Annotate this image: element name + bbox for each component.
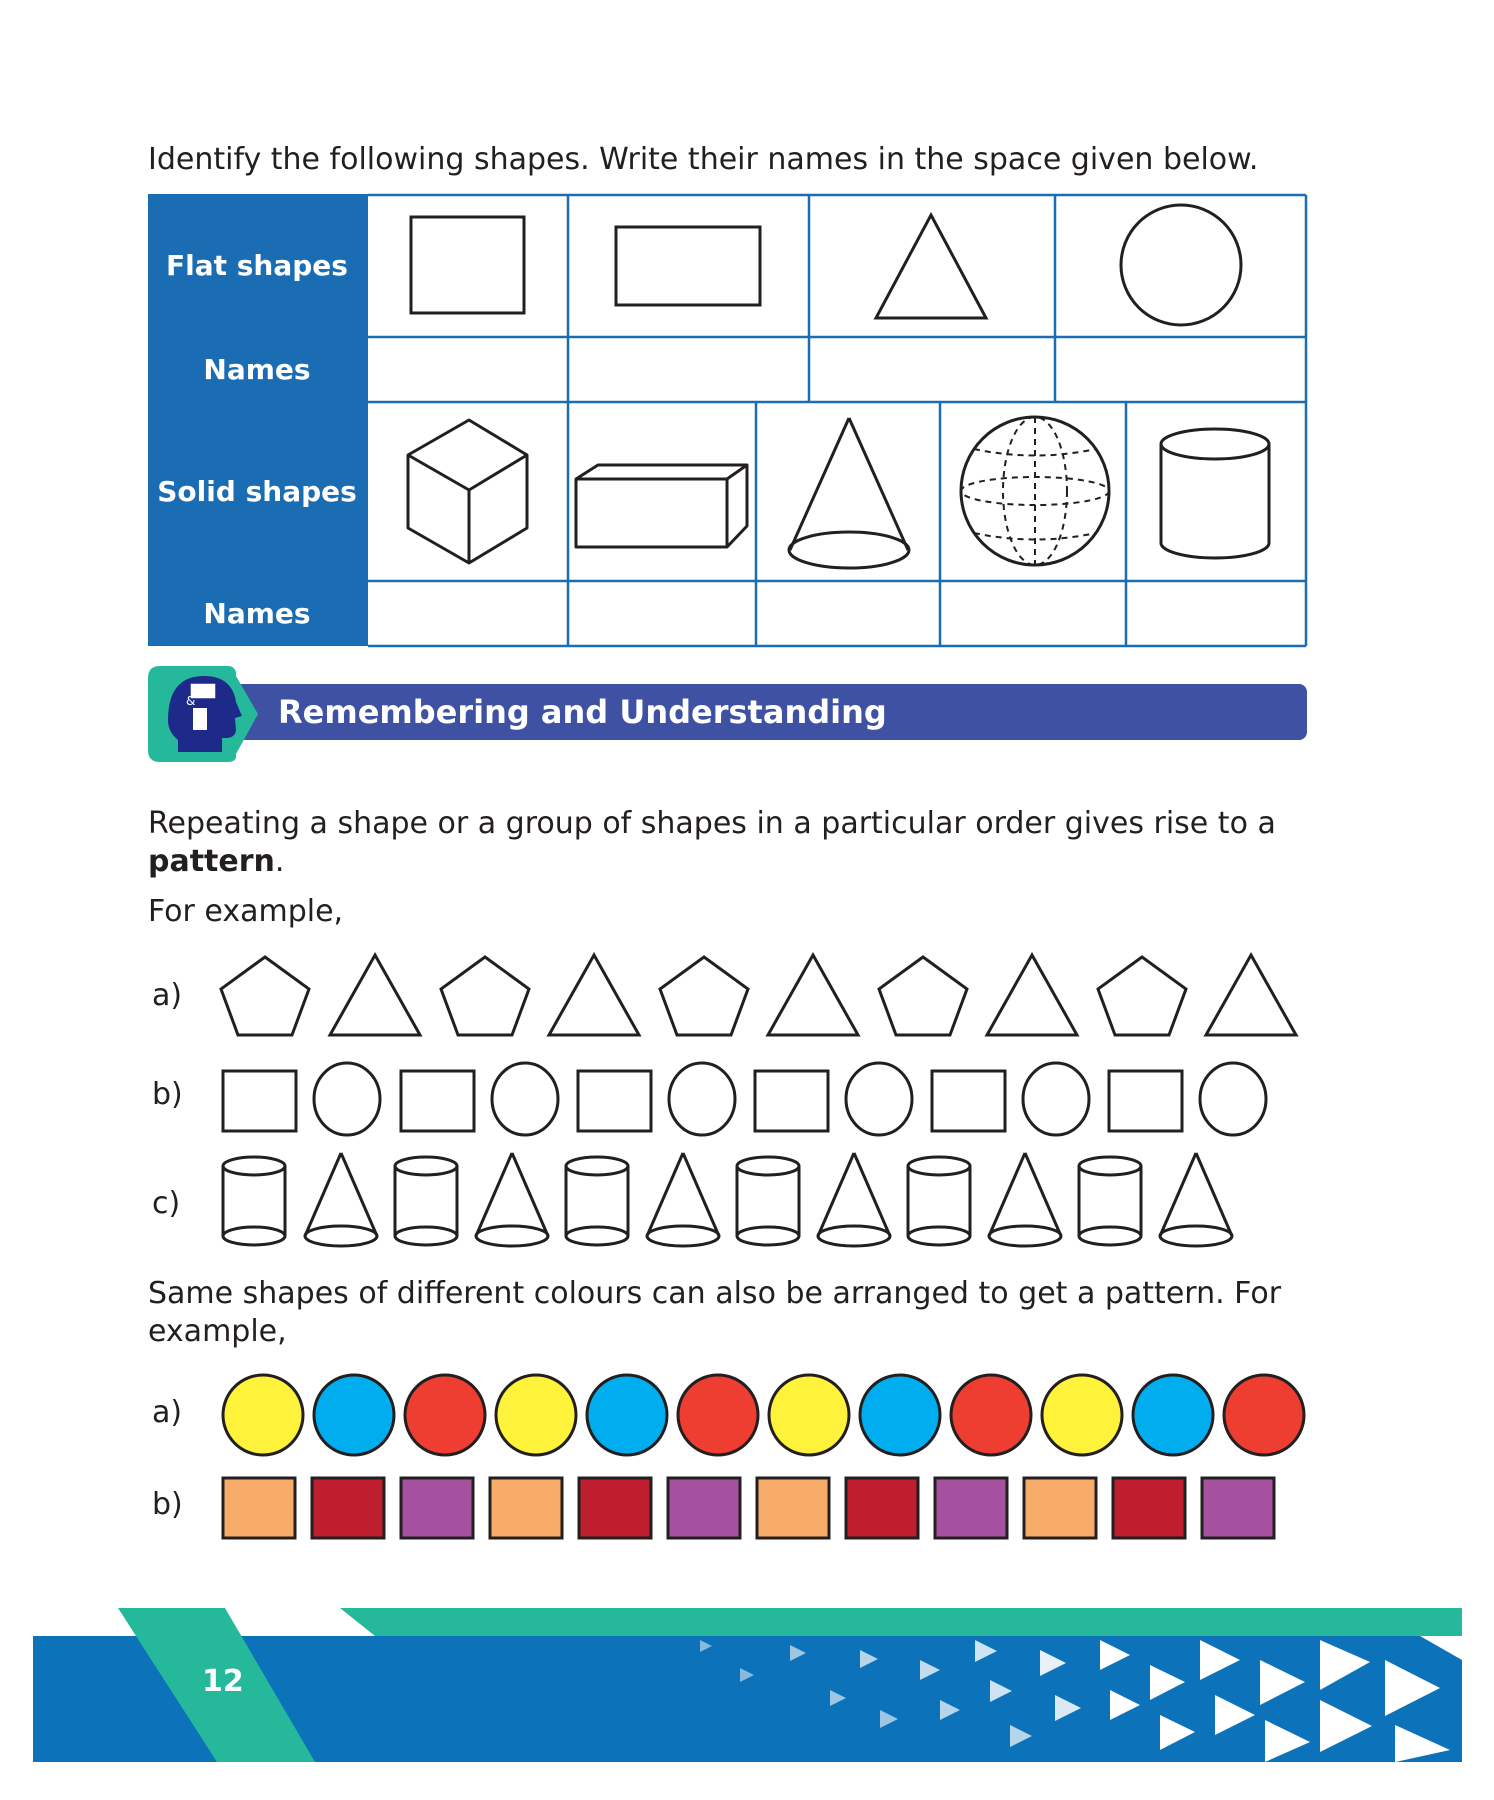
circle-shape — [669, 1063, 735, 1135]
svg-text:&: & — [186, 694, 196, 708]
cone-shape — [1160, 1153, 1232, 1246]
square-shape — [932, 1071, 1005, 1131]
pattern-c-label: c) — [152, 1186, 181, 1221]
cylinder-shape — [737, 1157, 799, 1245]
colour-b-label: b) — [152, 1487, 183, 1522]
pentagon-shape — [879, 957, 967, 1035]
cone-shape — [789, 418, 909, 568]
orange-square — [490, 1478, 562, 1538]
red-circle — [405, 1375, 485, 1455]
cuboid-shape — [576, 465, 747, 547]
square-shape — [401, 1071, 474, 1131]
instruction-text: Identify the following shapes. Write their names in the space given below. — [148, 142, 1259, 177]
cube-shape — [408, 420, 527, 563]
cylinder-shape — [908, 1157, 970, 1245]
circle-shape — [846, 1063, 912, 1135]
purple-square — [935, 1478, 1007, 1538]
purple-square — [1202, 1478, 1274, 1538]
cone-shape — [818, 1153, 890, 1246]
cone-shape — [305, 1153, 377, 1246]
red-circle — [678, 1375, 758, 1455]
table-grid — [368, 195, 1306, 646]
cylinder-shape — [223, 1157, 285, 1245]
cone-shape — [647, 1153, 719, 1246]
circle-shape — [1023, 1063, 1089, 1135]
blue-circle — [860, 1375, 940, 1455]
yellow-circle — [223, 1375, 303, 1455]
square-shape — [755, 1071, 828, 1131]
dark-red-square — [312, 1478, 384, 1538]
names-label-solid: Names — [203, 597, 311, 630]
orange-square — [1024, 1478, 1096, 1538]
circle-shape — [314, 1063, 380, 1135]
circle-shape — [492, 1063, 558, 1135]
red-circle — [951, 1375, 1031, 1455]
cylinder-shape — [395, 1157, 457, 1245]
example-label: For example, — [148, 894, 344, 929]
pentagon-shape — [221, 957, 309, 1035]
square-shape — [1109, 1071, 1182, 1131]
dark-red-square — [579, 1478, 651, 1538]
colour-a-label: a) — [152, 1395, 183, 1430]
cylinder-shape — [1079, 1157, 1141, 1245]
blue-circle — [1133, 1375, 1213, 1455]
cylinder-shape — [566, 1157, 628, 1245]
cone-shape — [989, 1153, 1061, 1246]
triangle-shape — [330, 955, 420, 1035]
yellow-circle — [1042, 1375, 1122, 1455]
colour-pattern-a — [223, 1375, 1304, 1455]
sphere-shape — [961, 417, 1109, 565]
pattern-a-label: a) — [152, 978, 183, 1013]
dark-red-square — [846, 1478, 918, 1538]
cylinder-shape — [1161, 429, 1269, 558]
triangle-shape — [768, 955, 858, 1035]
purple-square — [401, 1478, 473, 1538]
orange-square — [757, 1478, 829, 1538]
pentagon-shape — [1098, 957, 1186, 1035]
intro-text: Repeating a shape or a group of shapes in a particular order gives rise to a — [148, 806, 1276, 841]
square-shape — [223, 1071, 296, 1131]
pattern-c-shapes — [223, 1153, 1232, 1246]
triangle-shape — [1206, 955, 1296, 1035]
pattern-keyword: pattern — [148, 844, 275, 879]
intro-paragraph — [148, 805, 1308, 881]
red-circle — [1224, 1375, 1304, 1455]
rectangle-shape — [616, 227, 760, 305]
yellow-circle — [769, 1375, 849, 1455]
yellow-circle — [496, 1375, 576, 1455]
colour-pattern-b — [223, 1478, 1274, 1538]
footer-band — [33, 1608, 1462, 1762]
colour-pattern-text: Same shapes of different colours can also be arranged to get a pattern. For example, — [148, 1276, 1282, 1349]
circle-shape — [1121, 205, 1241, 325]
orange-square — [223, 1478, 295, 1538]
pattern-b-shapes — [223, 1063, 1266, 1135]
flat-shapes-label: Flat shapes — [166, 249, 348, 282]
pattern-a-shapes — [221, 955, 1296, 1035]
names-label-flat: Names — [203, 353, 311, 386]
circle-shape — [1200, 1063, 1266, 1135]
cone-shape — [476, 1153, 548, 1246]
section-title: Remembering and Understanding — [278, 693, 887, 731]
pentagon-shape — [660, 957, 748, 1035]
triangle-shape — [987, 955, 1077, 1035]
blue-circle — [314, 1375, 394, 1455]
blue-circle — [587, 1375, 667, 1455]
pattern-b-label: b) — [152, 1077, 183, 1112]
square-shape — [411, 217, 524, 313]
triangle-shape — [876, 215, 986, 318]
page-number: 12 — [202, 1664, 244, 1699]
solid-shapes-label: Solid shapes — [157, 475, 357, 508]
purple-square — [668, 1478, 740, 1538]
pentagon-shape — [441, 957, 529, 1035]
triangle-shape — [549, 955, 639, 1035]
dark-red-square — [1113, 1478, 1185, 1538]
square-shape — [578, 1071, 651, 1131]
intro-period: . — [274, 844, 285, 879]
